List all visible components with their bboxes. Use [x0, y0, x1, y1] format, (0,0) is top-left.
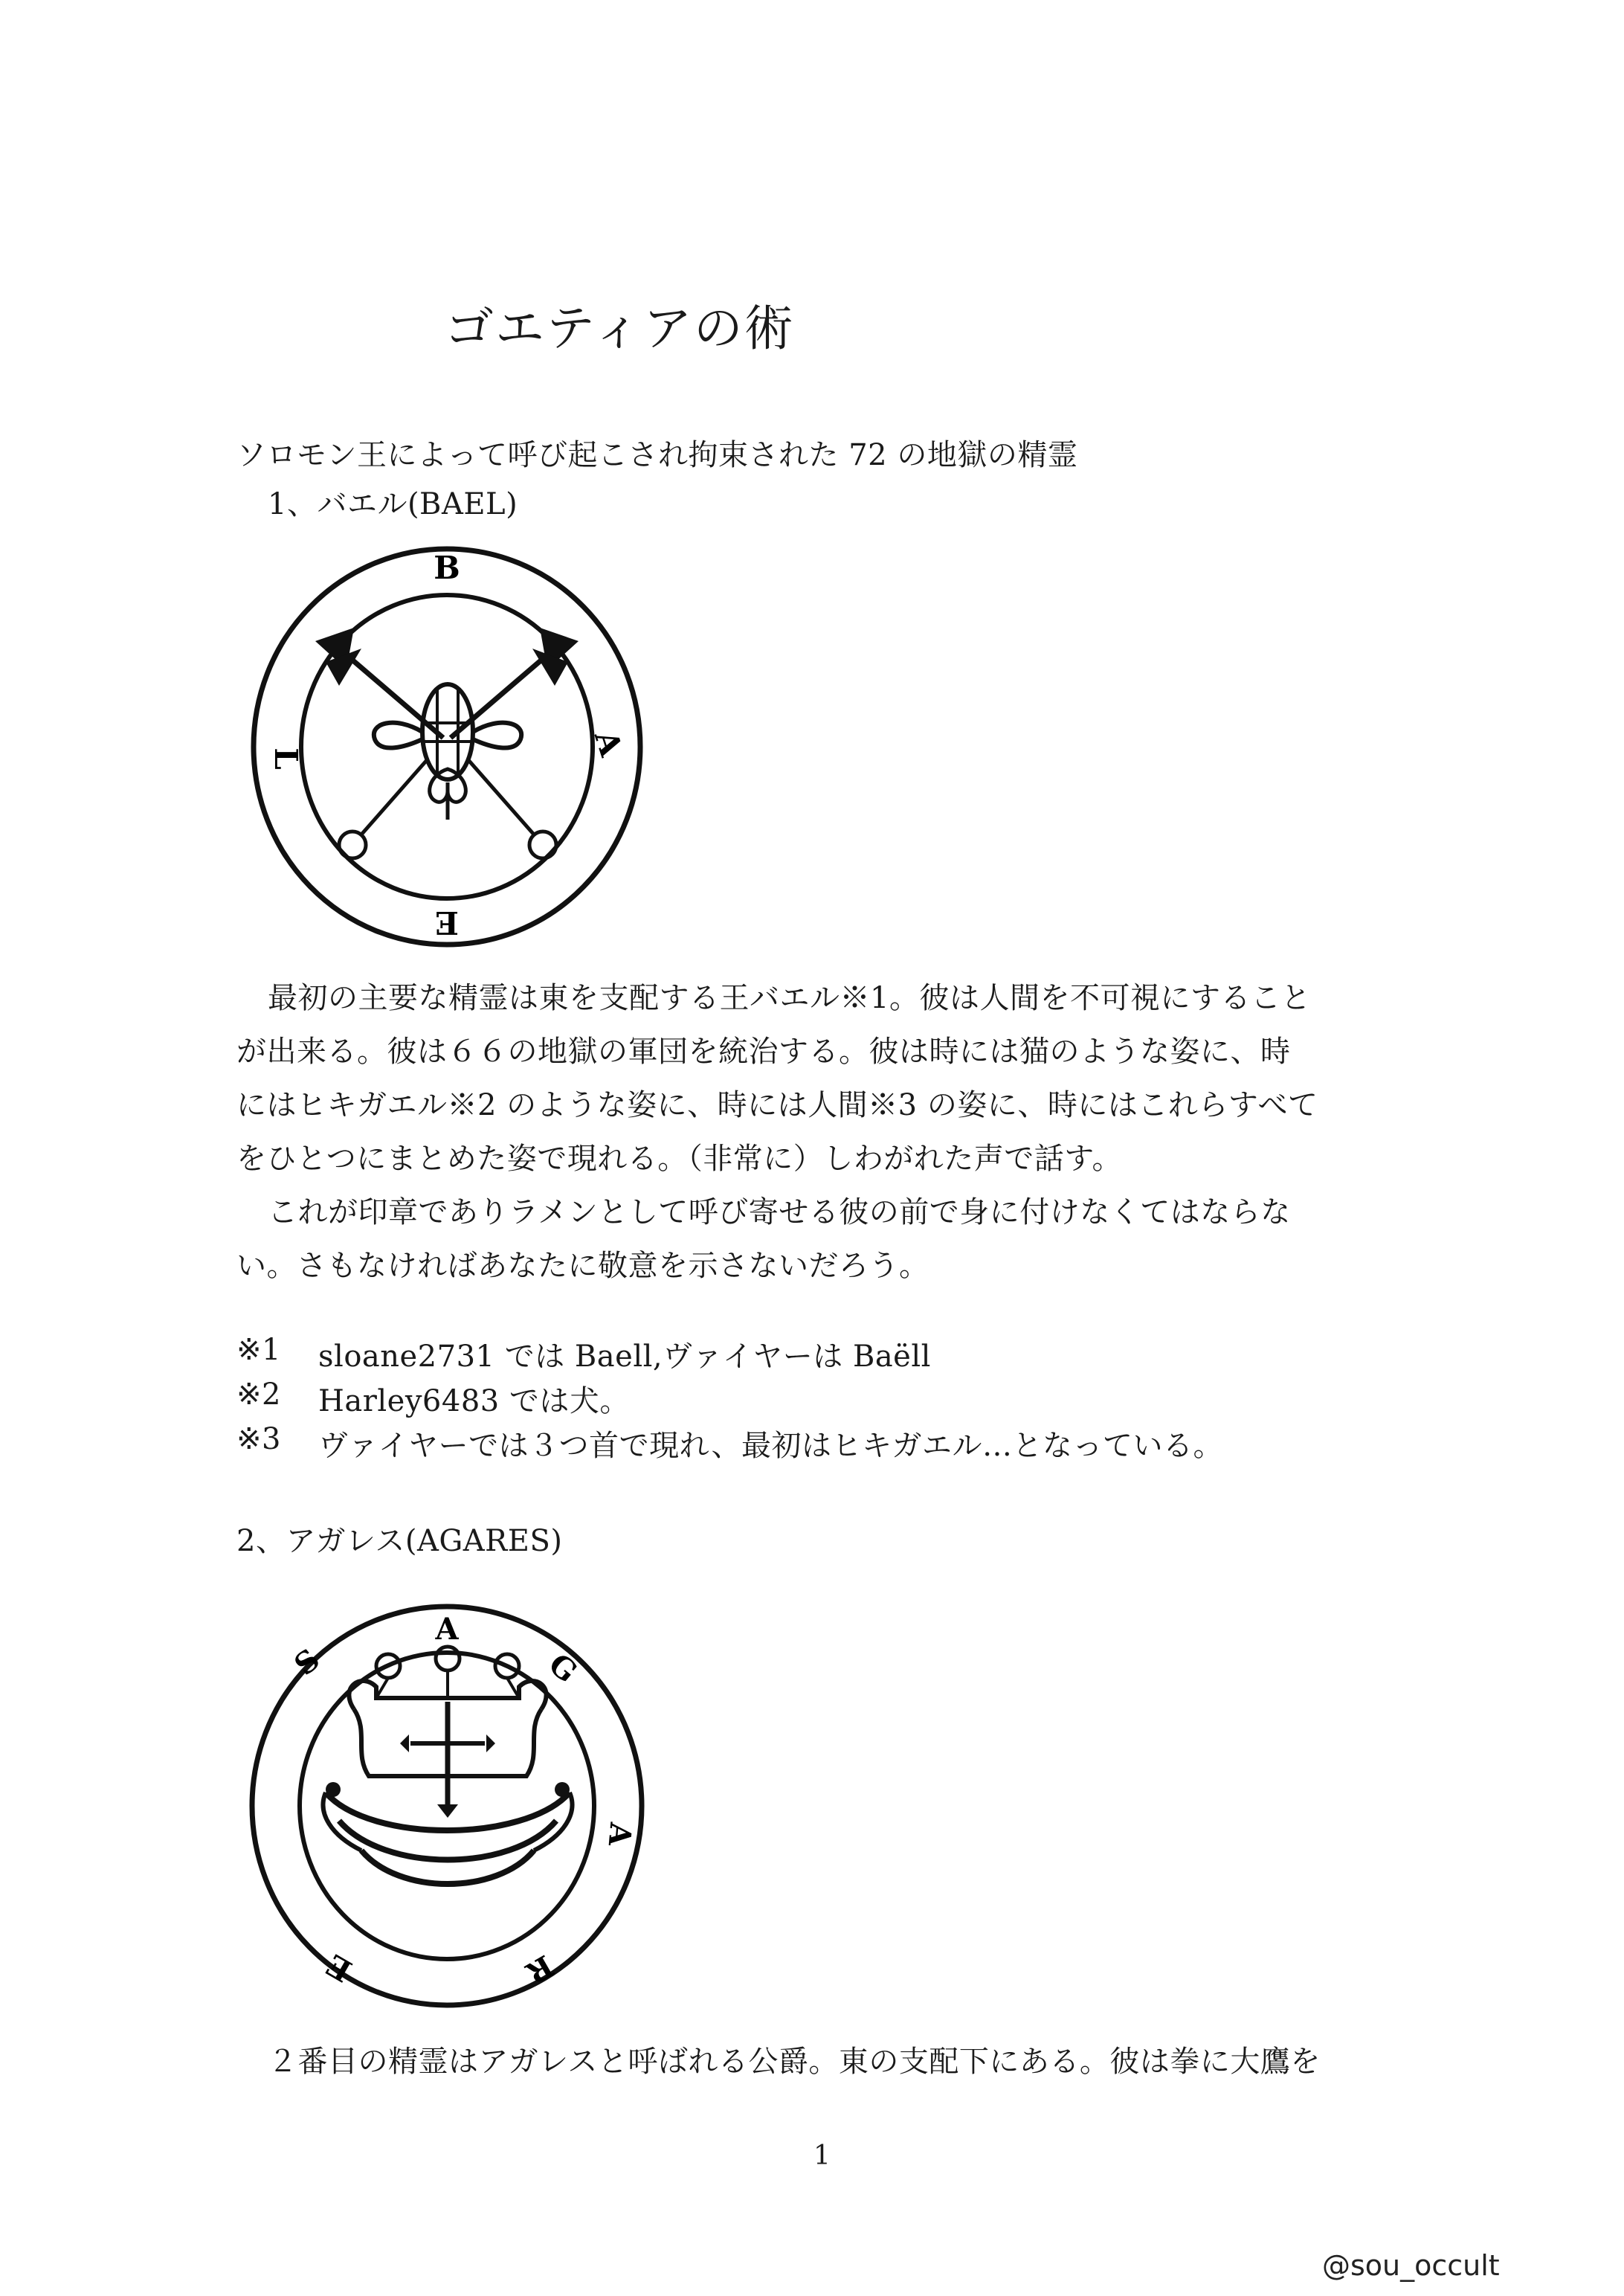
seal-letter: A [435, 1612, 459, 1647]
footnote-text: sloane2731 では Baell,ヴァイヤーは Baëll [318, 1340, 931, 1374]
footnote-mark: ※2 [236, 1377, 281, 1412]
agares-seal [242, 1598, 651, 2014]
bael-seal [242, 537, 651, 954]
seal-letter: E [320, 1946, 358, 1989]
seal-letter-b: B [434, 550, 460, 586]
author-handle: @sou_occult [1322, 2249, 1500, 2282]
page-number: 1 [813, 2141, 831, 2171]
paragraph-line: にはヒキガエル※2 のような姿に、時には人間※3 の姿に、時にはこれらすべて [236, 1088, 1318, 1122]
paragraph-line: これが印章でありラメンとして呼び寄せる彼の前で身に付けなくてはならな [268, 1195, 1291, 1229]
seal-letter: S [287, 1641, 327, 1683]
section-heading-bael: 1、バエル(BAEL) [268, 487, 518, 521]
seal-letter-e: E [434, 904, 460, 941]
seal-letter-a: A [587, 726, 630, 761]
seal-letter: A [601, 1821, 639, 1848]
seal-letter: G [541, 1646, 584, 1690]
footnote-text: ヴァイヤーでは３つ首で現れ、最初はヒキガエル…となっている。 [318, 1429, 1223, 1463]
seal-letter: R [520, 1947, 559, 1991]
footnote-mark: ※1 [236, 1333, 281, 1367]
paragraph-line: が出来る。彼は６６の地獄の軍団を統治する。彼は時には猫のような姿に、時 [236, 1035, 1291, 1069]
section-heading-agares: 2、アガレス(AGARES) [236, 1524, 563, 1558]
paragraph-line: ２番目の精霊はアガレスと呼ばれる公爵。東の支配下にある。彼は拳に大鷹を [268, 2045, 1321, 2079]
seal-letter-l: L [268, 747, 304, 770]
paragraph-line: 最初の主要な精霊は東を支配する王バエル※1。彼は人間を不可視にすること [268, 981, 1311, 1015]
paragraph-line: い。さもなければあなたに敬意を示さないだろう。 [236, 1249, 929, 1283]
footnote-mark: ※3 [236, 1422, 281, 1456]
page-title: ゴエティアの術 [445, 300, 795, 357]
intro-line: ソロモン王によって呼び起こされ拘束された 72 の地獄の精霊 [236, 438, 1078, 472]
footnote-text: Harley6483 では犬。 [318, 1384, 630, 1418]
paragraph-line: をひとつにまとめた姿で現れる。（非常に）しわがれた声で話す。 [236, 1142, 1122, 1176]
